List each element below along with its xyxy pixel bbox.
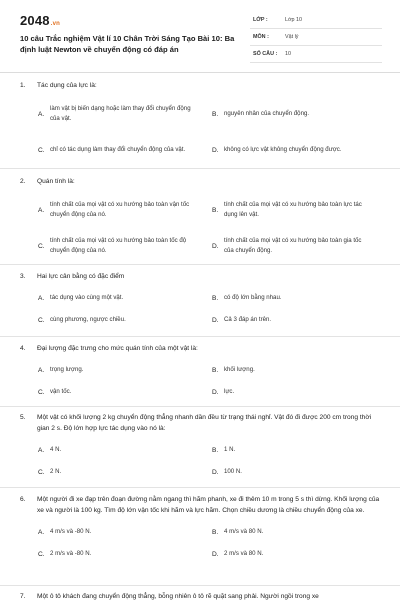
option-text: 2 N. [50,468,62,475]
question-separator [0,585,400,586]
option-letter: B. [212,110,219,118]
question-text: Hai lực cân bằng có đặc điểm [37,273,125,280]
meta-row-count [250,48,382,63]
question-text: Một người đi xe đạp trên đoạn đường nằm ngang thì hãm phanh, xe đi thêm 10 m trong 5 s thì dừng. Khối lượng của xe và người là 100 kg. Tìm độ lớn vận tốc khi hãm và lực hãm. Chọn chiều dương là chiều chuyển động của xe. [37,496,380,514]
question-separator [0,264,400,265]
meta-key: LỚP : [253,17,268,23]
option-text: Cả 3 đáp án trên. [224,316,272,323]
meta-value: 10 [285,51,291,57]
option-c[interactable] [38,386,198,398]
option-letter: C. [38,316,45,324]
option-a[interactable] [38,101,198,127]
option-letter: B. [212,528,219,536]
option-text: tính chất của mọi vật có xu hướng bảo toàn gia tốc của chuyển động. [224,237,362,254]
option-letter: D. [212,242,219,250]
options-grid [38,292,382,332]
option-b[interactable] [212,364,372,376]
option-b[interactable] [212,101,372,127]
document-title: 10 câu Trắc nghiệm Vật lí 10 Chân Trời Sáng Tạo Bài 10: Ba định luật Newton về chuyển động có đáp án [20,34,235,54]
logo-suffix: .vn [50,21,61,27]
option-letter: A. [38,528,45,536]
option-letter: A. [38,366,45,374]
option-a[interactable] [38,444,198,456]
option-text: tính chất của mọi vật có xu hướng bảo toàn tốc độ chuyển động của nó. [50,237,187,254]
options-grid [38,364,382,404]
option-text: cùng phương, ngược chiều. [50,316,126,323]
question-5 [20,412,382,484]
option-letter: C. [38,468,45,476]
question-number: 6. [20,496,26,503]
logo-text: 2048 [20,13,50,28]
option-text: nguyên nhân của chuyển động. [224,110,310,117]
option-letter: C. [38,550,45,558]
question-number: 5. [20,414,26,421]
question-stem [20,412,382,434]
option-d[interactable] [212,314,372,326]
option-d[interactable] [212,233,372,259]
option-b[interactable] [212,444,372,456]
option-letter: C. [38,242,45,250]
question-3 [20,271,382,332]
option-letter: A. [38,446,45,454]
question-stem [20,591,382,600]
option-letter: D. [212,468,219,476]
option-a[interactable] [38,364,198,376]
option-c[interactable] [38,314,198,326]
option-letter: D. [212,388,219,396]
option-c[interactable] [38,137,198,163]
option-b[interactable] [212,197,372,223]
option-a[interactable] [38,197,198,223]
meta-key: MÔN : [253,34,269,40]
meta-value: Vật lý [285,34,299,40]
option-text: có độ lớn bằng nhau. [224,294,282,301]
option-text: tính chất của mọi vật có xu hướng bảo toàn lực tác dụng lên vật. [224,201,362,218]
option-c[interactable] [38,466,198,478]
question-text: Tác dụng của lực là: [37,82,97,89]
site-logo[interactable] [20,13,60,28]
option-text: 1 N. [224,446,236,453]
question-text: Quán tính là: [37,178,75,185]
option-d[interactable] [212,137,372,163]
question-2 [20,176,382,261]
question-6 [20,494,382,566]
option-letter: A. [38,206,45,214]
option-letter: B. [212,294,219,302]
question-text: Đại lượng đặc trưng cho mức quán tính của một vật là: [37,345,198,352]
question-separator [0,406,400,407]
question-number: 3. [20,273,26,280]
option-letter: A. [38,294,45,302]
option-text: 4 m/s và 80 N. [224,528,264,535]
option-letter: C. [38,388,45,396]
option-text: 100 N. [224,468,242,475]
meta-value: Lớp 10 [285,17,303,23]
option-text: không có lực vật không chuyển động được. [224,146,342,153]
option-a[interactable] [38,526,198,538]
option-text: chỉ có tác dụng làm thay đổi chuyển động của vật. [50,146,186,153]
question-separator [0,168,400,169]
option-c[interactable] [38,548,198,560]
option-text: 2 m/s và -80 N. [50,550,92,557]
meta-row-class [250,14,382,29]
meta-key: SỐ CÂU : [253,51,278,57]
question-number: 7. [20,593,26,600]
options-grid [38,444,382,484]
option-text: tác dụng vào cùng một vật. [50,294,124,301]
option-text: làm vật bị biến dạng hoặc làm thay đổi chuyển động của vật. [50,105,191,122]
question-stem [20,80,382,91]
question-separator [0,487,400,488]
option-letter: D. [212,550,219,558]
question-number: 2. [20,178,26,185]
option-letter: D. [212,146,219,154]
option-text: khối lượng. [224,366,255,373]
question-number: 4. [20,345,26,352]
option-letter: B. [212,206,219,214]
option-text: lực. [224,388,235,395]
question-stem [20,343,382,354]
question-stem [20,494,382,516]
options-grid [38,197,382,261]
question-stem [20,271,382,282]
meta-row-subject [250,31,382,46]
option-letter: D. [212,316,219,324]
option-letter: A. [38,110,45,118]
option-letter: C. [38,146,45,154]
options-grid [38,526,382,566]
option-text: 2 m/s và 80 N. [224,550,264,557]
question-separator [0,336,400,337]
option-d[interactable] [212,466,372,478]
question-number: 1. [20,82,26,89]
question-1 [20,80,382,165]
option-b[interactable] [212,526,372,538]
option-letter: B. [212,366,219,374]
option-letter: B. [212,446,219,454]
header-divider [0,72,400,73]
question-text: Một vật có khối lượng 2 kg chuyển động thẳng nhanh dần đều từ trạng thái nghỉ. Vật đó đi được 200 cm trong thời gian 2 s. Độ lớn hợp lực tác dụng vào nó là: [37,414,372,432]
question-text: Một ô tô khách đang chuyển động thẳng, bỗng nhiên ô tô rẽ quặt sang phải. Người ngồi trong xe [37,593,319,600]
option-text: tính chất của mọi vật có xu hướng bảo toàn vận tốc chuyển động của nó. [50,201,190,218]
option-d[interactable] [212,386,372,398]
option-a[interactable] [38,292,198,304]
option-b[interactable] [212,292,372,304]
option-text: 4 N. [50,446,62,453]
meta-table [250,14,382,65]
question-stem [20,176,382,187]
option-text: trọng lượng. [50,366,84,373]
question-4 [20,343,382,404]
question-7 [20,591,382,600]
options-grid [38,101,382,165]
document-header [0,0,400,72]
option-d[interactable] [212,548,372,560]
option-text: 4 m/s và -80 N. [50,528,92,535]
option-c[interactable] [38,233,198,259]
option-text: vận tốc. [50,388,72,395]
